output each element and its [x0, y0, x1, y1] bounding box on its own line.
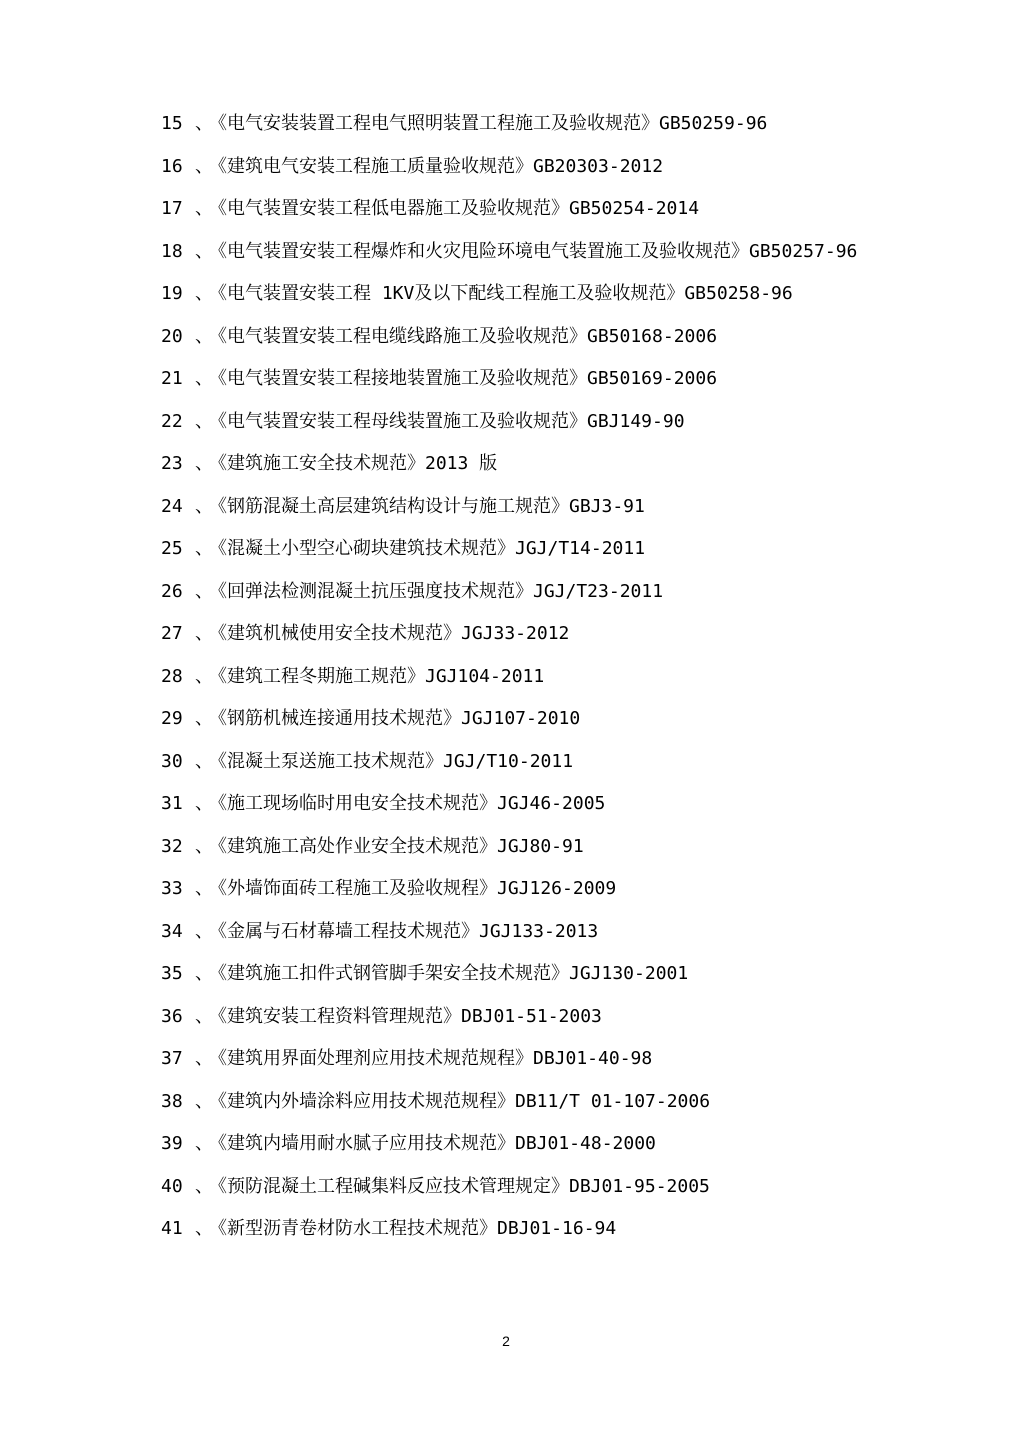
item-number: 35 — [161, 963, 183, 984]
list-item — [161, 916, 857, 959]
list-item — [161, 533, 857, 576]
item-text: 《建筑安装工程资料管理规范》DBJ01-51-2003 — [209, 1005, 602, 1027]
item-text: 《混凝土小型空心砌块建筑技术规范》JGJ/T14-2011 — [209, 538, 646, 559]
item-text: 《建筑机械使用安全技术规范》JGJ33-2012 — [209, 623, 570, 644]
item-number: 41 — [161, 1218, 183, 1239]
item-text: 《电气装置安装工程母线装置施工及验收规范》GBJ149-90 — [209, 410, 685, 432]
item-number: 40 — [161, 1175, 183, 1197]
item-text: 《电气装置安装工程电缆线路施工及验收规范》GB50168-2006 — [209, 325, 718, 347]
item-separator: 、 — [195, 240, 213, 262]
list-item — [161, 831, 857, 874]
list-item — [161, 873, 857, 916]
item-text: 《电气装置安装工程低电器施工及验收规范》GB50254-2014 — [209, 198, 700, 219]
item-number: 16 — [161, 155, 183, 177]
list-item — [161, 618, 857, 661]
item-number: 30 — [161, 750, 183, 772]
list-item — [161, 1171, 857, 1214]
item-text: 《钢筋混凝土高层建筑结构设计与施工规范》GBJ3-91 — [209, 495, 645, 517]
list-item — [161, 1001, 857, 1044]
item-number: 33 — [161, 878, 183, 899]
list-item — [161, 448, 857, 491]
item-separator: 、 — [195, 920, 213, 942]
item-separator: 、 — [195, 623, 213, 644]
item-text: 《建筑内外墙涂料应用技术规范规程》DB11/T 01-107-2006 — [209, 1090, 711, 1112]
item-text: 《建筑施工扣件式钢管脚手架安全技术规范》JGJ130-2001 — [209, 963, 689, 984]
list-item — [161, 491, 857, 534]
item-separator: 、 — [195, 1133, 213, 1154]
item-text: 《建筑工程冬期施工规范》JGJ104-2011 — [209, 665, 545, 687]
item-text: 《电气装置安装工程 1KV及以下配线工程施工及验收规范》GB50258-96 — [209, 283, 793, 304]
page-number: 2 — [502, 1333, 510, 1349]
item-number: 37 — [161, 1048, 183, 1069]
list-item — [161, 236, 857, 279]
standards-list — [161, 108, 857, 1256]
item-separator: 、 — [195, 878, 213, 899]
list-item — [161, 406, 857, 449]
item-separator: 、 — [195, 1218, 213, 1239]
item-text: 《建筑施工安全技术规范》2013 版 — [209, 453, 498, 474]
list-item — [161, 1128, 857, 1171]
item-separator: 、 — [195, 793, 213, 814]
list-item — [161, 703, 857, 746]
item-separator: 、 — [195, 1048, 213, 1069]
item-separator: 、 — [195, 198, 213, 219]
item-separator: 、 — [195, 113, 213, 134]
item-text: 《电气装置安装工程爆炸和火灾甩险环境电气装置施工及验收规范》GB50257-96 — [209, 240, 858, 262]
item-separator: 、 — [195, 665, 213, 687]
item-number: 21 — [161, 368, 183, 389]
item-number: 15 — [161, 113, 183, 134]
list-item — [161, 1213, 857, 1256]
list-item — [161, 278, 857, 321]
item-text: 《钢筋机械连接通用技术规范》JGJ107-2010 — [209, 708, 581, 729]
item-separator: 、 — [195, 963, 213, 984]
item-text: 《预防混凝土工程碱集料反应技术管理规定》DBJ01-95-2005 — [209, 1175, 710, 1197]
item-separator: 、 — [195, 283, 213, 304]
item-number: 27 — [161, 623, 183, 644]
item-number: 26 — [161, 580, 183, 602]
item-number: 17 — [161, 198, 183, 219]
item-text: 《混凝土泵送施工技术规范》JGJ/T10-2011 — [209, 750, 574, 772]
item-separator: 、 — [195, 368, 213, 389]
item-separator: 、 — [195, 750, 213, 772]
item-separator: 、 — [195, 580, 213, 602]
item-number: 38 — [161, 1090, 183, 1112]
list-item — [161, 576, 857, 619]
item-text: 《建筑用界面处理剂应用技术规范规程》DBJ01-40-98 — [209, 1048, 653, 1069]
item-number: 18 — [161, 240, 183, 262]
item-number: 34 — [161, 920, 183, 942]
item-text: 《建筑施工高处作业安全技术规范》JGJ80-91 — [209, 835, 584, 857]
item-text: 《外墙饰面砖工程施工及验收规程》JGJ126-2009 — [209, 878, 617, 899]
item-separator: 、 — [195, 1005, 213, 1027]
item-text: 《电气安装装置工程电气照明装置工程施工及验收规范》GB50259-96 — [209, 113, 768, 134]
item-number: 29 — [161, 708, 183, 729]
item-number: 24 — [161, 495, 183, 517]
item-text: 《回弹法检测混凝土抗压强度技术规范》JGJ/T23-2011 — [209, 580, 664, 602]
item-separator: 、 — [195, 708, 213, 729]
item-number: 28 — [161, 665, 183, 687]
list-item — [161, 661, 857, 704]
item-separator: 、 — [195, 1090, 213, 1112]
item-number: 36 — [161, 1005, 183, 1027]
item-separator: 、 — [195, 155, 213, 177]
item-separator: 、 — [195, 495, 213, 517]
item-separator: 、 — [195, 835, 213, 857]
item-separator: 、 — [195, 538, 213, 559]
list-item — [161, 788, 857, 831]
list-item — [161, 958, 857, 1001]
list-item — [161, 1086, 857, 1129]
item-text: 《新型沥青卷材防水工程技术规范》DBJ01-16-94 — [209, 1218, 617, 1239]
item-separator: 、 — [195, 1175, 213, 1197]
item-separator: 、 — [195, 410, 213, 432]
item-number: 22 — [161, 410, 183, 432]
item-number: 19 — [161, 283, 183, 304]
item-text: 《建筑电气安装工程施工质量验收规范》GB20303-2012 — [209, 155, 664, 177]
item-text: 《施工现场临时用电安全技术规范》JGJ46-2005 — [209, 793, 606, 814]
item-number: 23 — [161, 453, 183, 474]
item-number: 25 — [161, 538, 183, 559]
item-text: 《金属与石材幕墙工程技术规范》JGJ133-2013 — [209, 920, 599, 942]
item-text: 《建筑内墙用耐水腻子应用技术规范》DBJ01-48-2000 — [209, 1133, 656, 1154]
item-number: 20 — [161, 325, 183, 347]
list-item — [161, 193, 857, 236]
list-item — [161, 363, 857, 406]
list-item — [161, 321, 857, 364]
list-item — [161, 746, 857, 789]
item-number: 32 — [161, 835, 183, 857]
item-separator: 、 — [195, 325, 213, 347]
item-number: 31 — [161, 793, 183, 814]
list-item — [161, 151, 857, 194]
item-text: 《电气装置安装工程接地装置施工及验收规范》GB50169-2006 — [209, 368, 718, 389]
item-number: 39 — [161, 1133, 183, 1154]
item-separator: 、 — [195, 453, 213, 474]
list-item — [161, 108, 857, 151]
list-item — [161, 1043, 857, 1086]
